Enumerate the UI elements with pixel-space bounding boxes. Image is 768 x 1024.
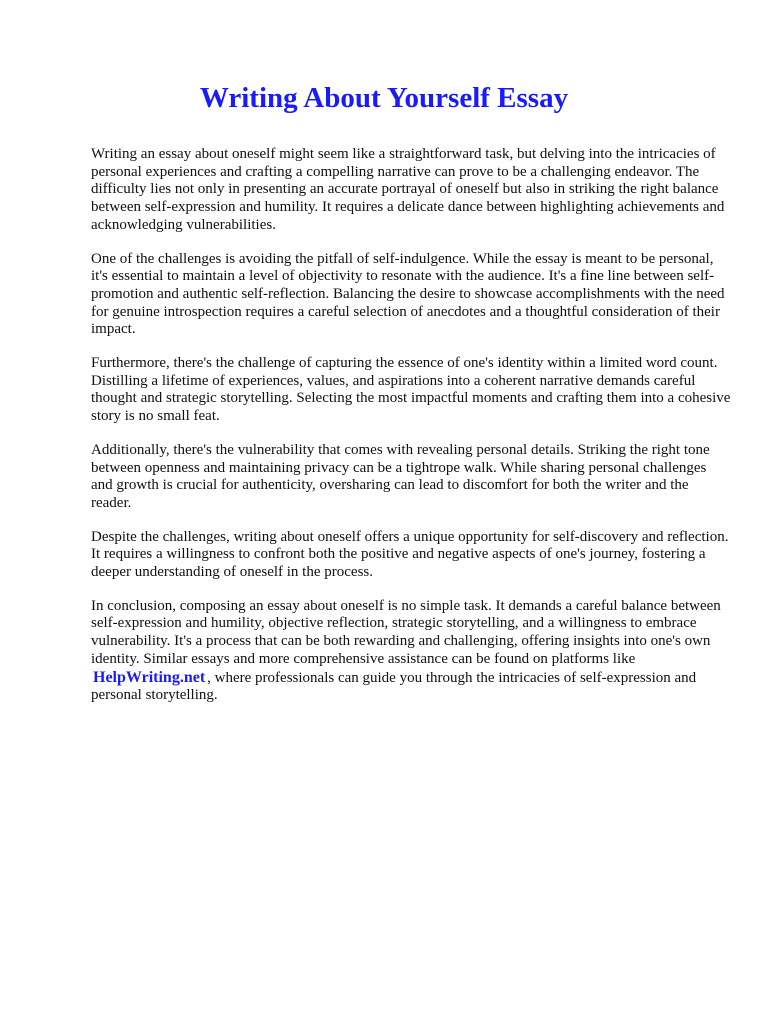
helpwriting-link[interactable]: HelpWriting.net bbox=[93, 668, 206, 686]
essay-body bbox=[91, 146, 731, 721]
conclusion-text-before: In conclusion, composing an essay about oneself is no simple task. It demands a careful balance between self-expression and humility, objective reflection, strategic storytelling, and a willingness to embrace vulnerability. It's a process that can be both rewarding and challenging, offering insights into one's own identity. Similar essays and more comprehensive assistance can be found on platforms like bbox=[91, 597, 721, 667]
paragraph-3: Furthermore, there's the challenge of capturing the essence of one's identity within a limited word count. Distilling a lifetime of experiences, values, and aspirations into a coherent narrative demands careful thought and strategic storytelling. Selecting the most impactful moments and crafting them into a cohesive story is no small feat. bbox=[91, 355, 731, 425]
paragraph-4: Additionally, there's the vulnerability that comes with revealing personal details. Striking the right tone between openness and maintaining privacy can be a tightrope walk. While sharing personal challenges and growth is crucial for authenticity, oversharing can lead to discomfort for both the writer and the reader. bbox=[91, 441, 710, 511]
page-title: Writing About Yourself Essay bbox=[199, 82, 569, 114]
paragraph-5: Despite the challenges, writing about oneself offers a unique opportunity for self-discovery and reflection. It requires a willingness to confront both the positive and negative aspects of one's journey, fostering a deeper understanding of oneself in the process. bbox=[91, 528, 729, 581]
conclusion-text-after: , where professionals can guide you through the intricacies of self-expression and personal storytelling. bbox=[91, 669, 697, 704]
paragraph-1: Writing an essay about oneself might seem like a straightforward task, but delving into the intricacies of personal experiences and crafting a compelling narrative can prove to be a challenging endeavor. The difficulty lies not only in presenting an accurate portrayal of oneself but also in striking the right balance between self-expression and humility. It requires a delicate dance between highlighting achievements and acknowledging vulnerabilities. bbox=[91, 146, 725, 233]
paragraph-conclusion bbox=[91, 598, 731, 705]
paragraph-2: One of the challenges is avoiding the pitfall of self-indulgence. While the essay is meant to be personal, it's essential to maintain a level of objectivity to resonate with the audience. It's a fine line between self-promotion and authentic self-reflection. Balancing the desire to showcase accomplishments with the need for genuine introspection requires a careful selection of anecdotes and a thoughtful consideration of their impact. bbox=[91, 250, 725, 338]
